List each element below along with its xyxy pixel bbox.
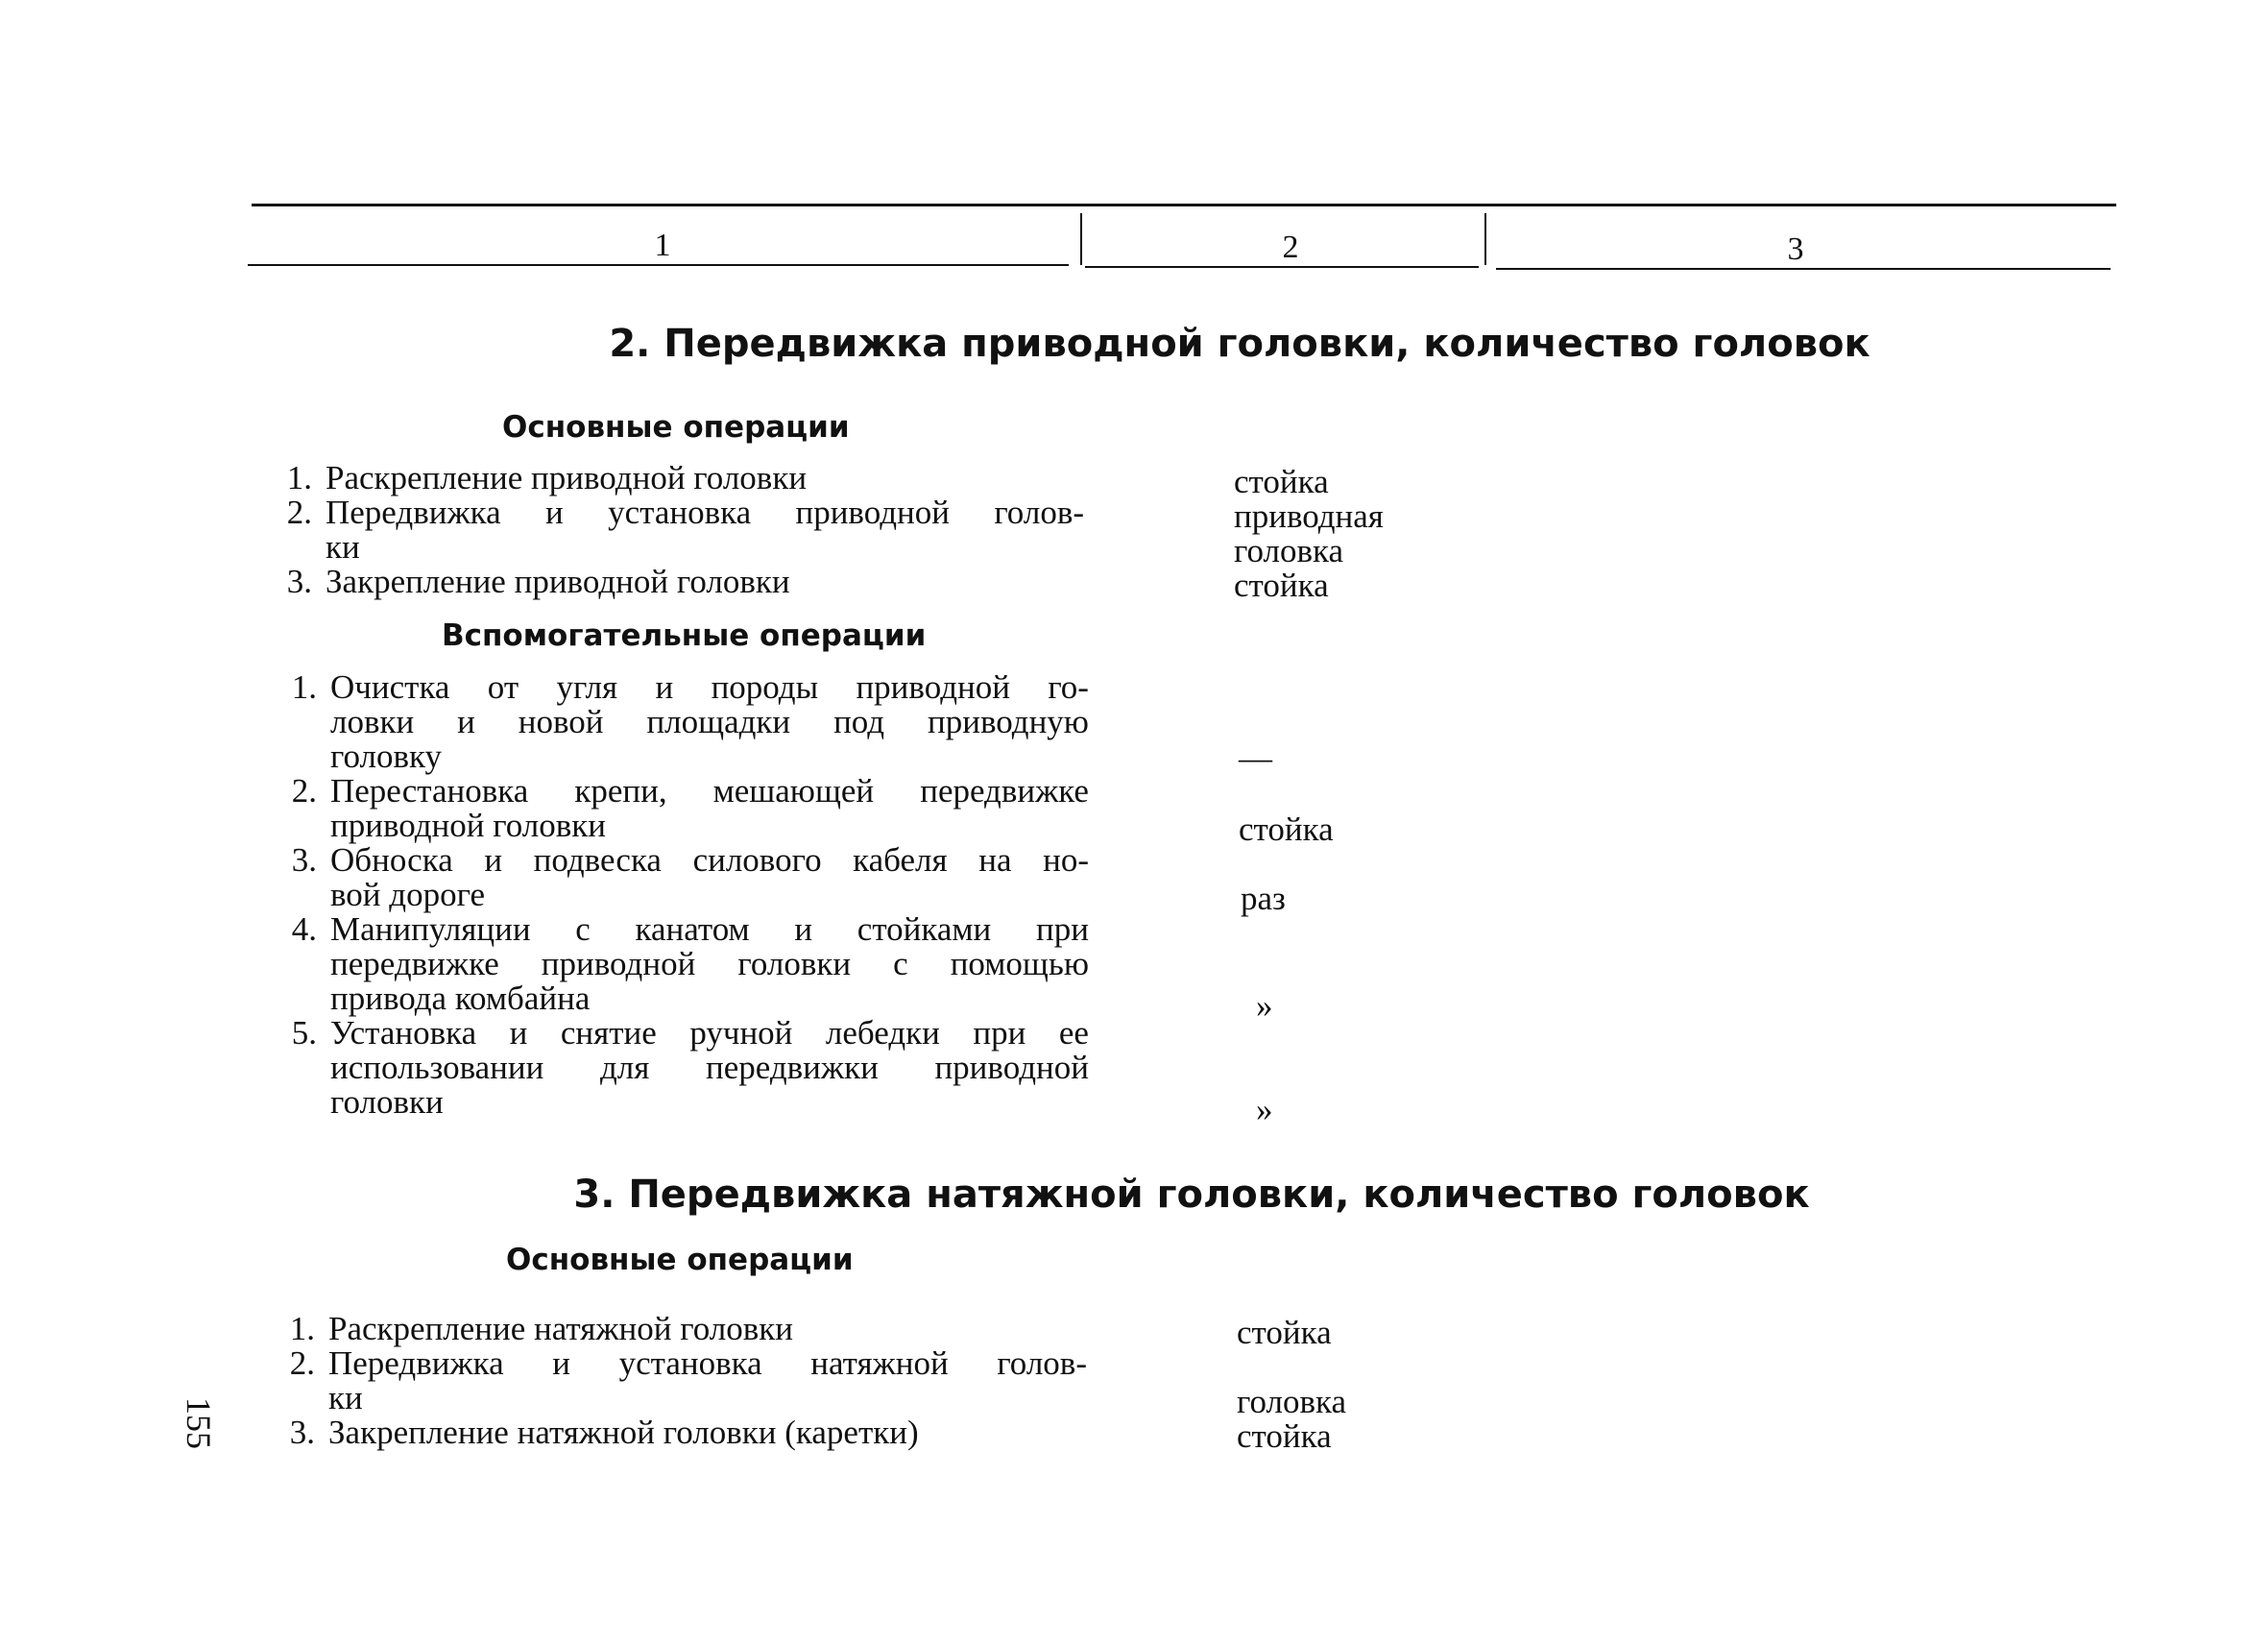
section-3-main-item-1: 1. Раскрепление натяжной головки [289, 1310, 793, 1347]
header-divider-1 [1080, 213, 1082, 265]
section-2-aux-ops-heading: Вспомогательные операции [442, 618, 927, 653]
section-2-main-item-3: 3. Закрепление приводной головки [286, 563, 790, 600]
section-2-main-ops-heading: Основные операции [502, 410, 850, 445]
section-2-aux-unit-3: раз [1241, 880, 1286, 917]
section-2-aux-unit-2: стойка [1239, 810, 1334, 848]
section-2-main-unit-1: стойка [1234, 463, 1329, 500]
section-2-main-unit-2-line-1: приводная [1234, 497, 1384, 535]
section-3-title: 3. Передвижка натяжной головки, количество головок [573, 1173, 1810, 1217]
section-2-aux-item-1: 1. Очистка от угля и породы приводной го- ловки и новой площадки под приводную головку [291, 668, 1089, 775]
section-2-title: 2. Передвижка приводной головки, количество головок [609, 322, 1870, 366]
header-divider-2 [1484, 213, 1486, 265]
section-2-main-unit-2-line-2: головка [1234, 532, 1344, 569]
section-2-main-item-2: 2. Передвижка и установка приводной голов- ки [286, 494, 1084, 566]
page-number: 155 [180, 1397, 218, 1449]
section-3-main-unit-2: головка [1237, 1383, 1347, 1420]
justified-line: Передвижка и установка приводной голов- [326, 494, 1084, 531]
column-number-1: 1 [654, 228, 671, 263]
section-3-main-item-3: 3. Закрепление натяжной головки (каретки) [289, 1414, 919, 1451]
section-3-main-item-2: 2. Передвижка и установка натяжной голов- ки [289, 1344, 1087, 1416]
section-2-main-unit-3: стойка [1234, 567, 1329, 604]
section-2-main-item-1: 1. Раскрепление приводной головки [286, 459, 808, 496]
section-2-aux-unit-5: » [1256, 1091, 1273, 1128]
column-number-2: 2 [1282, 230, 1299, 265]
section-2-aux-item-3: 3. Обноска и подвеска силового кабеля на но- вой дороге [291, 841, 1089, 913]
section-2-aux-unit-4: » [1256, 987, 1273, 1025]
section-2-aux-item-2: 2. Перестановка крепи, мешающей передвижке приводной головки [291, 772, 1089, 844]
section-3-main-unit-3: стойка [1237, 1417, 1332, 1455]
section-2-aux-unit-1: — [1239, 739, 1272, 777]
section-3-main-ops-heading: Основные операции [506, 1243, 854, 1277]
section-2-aux-item-4: 4. Манипуляции с канатом и стойками при передвижке приводной головки с помощью привода комбайна [291, 910, 1089, 1017]
section-2-aux-item-5: 5. Установка и снятие ручной лебедки при ее использовании для передвижки приводной головки [291, 1014, 1089, 1121]
header-top-rule [252, 204, 2116, 206]
column-number-3: 3 [1787, 231, 1804, 267]
section-3-main-unit-1: стойка [1237, 1314, 1332, 1351]
